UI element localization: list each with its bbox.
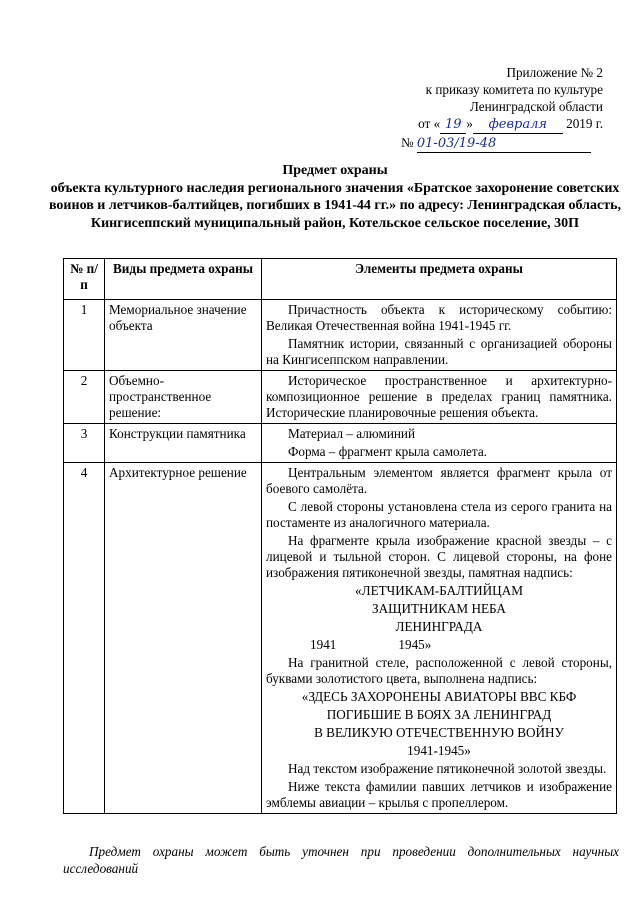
date-day-handwritten: 19 [440, 116, 466, 134]
row-type: Объемно-пространственное решение: [105, 371, 262, 424]
row-number: 2 [64, 371, 105, 424]
row-type: Архитектурное решение [105, 463, 262, 814]
element-paragraph: На фрагменте крыла изображение красной звезды – с лицевой и тыльной сторон. С лицевой стороны, на фоне изображения пятиконечной звезды, памятная надпись: [266, 533, 612, 580]
title-line-2: объекта культурного наследия регионального значения «Братское захоронение советских воинов и летчиков-балтийцев, погибших в 1941-44 гг.» по адресу: Ленинградская область, Кингисеппский муниципальный район, Котельское сельское поселение, 30П [48, 180, 622, 231]
row-elements [262, 463, 617, 814]
element-paragraph: На гранитной стеле, расположенной с левой стороны, буквами золотистого цвета, выполнена надпись: [266, 655, 612, 686]
document-title [40, 162, 630, 232]
element-paragraph: Материал – алюминий [288, 426, 416, 441]
inscription-line: ЛЕНИНГРАДА [395, 619, 483, 634]
row-number: 3 [64, 424, 105, 463]
inscription-line: «ЗДЕСЬ ЗАХОРОНЕНЫ АВИАТОРЫ ВВС КБФ [301, 689, 577, 704]
inscription-line: ПОГИБШИЕ В БОЯХ ЗА ЛЕНИНГРАД [326, 707, 552, 722]
element-paragraph: Форма – фрагмент крыла самолета. [288, 444, 487, 459]
element-paragraph: Ниже текста фамилии павших летчиков и изображение эмблемы авиации – крылья с пропеллером. [266, 779, 612, 810]
title-line-1: Предмет охраны [282, 163, 388, 178]
appendix-line-1: Приложение № 2 [506, 65, 603, 80]
col-header-elements: Элементы предмета охраны [262, 259, 617, 300]
row-elements [262, 300, 617, 371]
footnote: Предмет охраны может быть уточнен при проведении дополнительных научных исследований [63, 844, 619, 876]
element-paragraph: С левой стороны установлена стела из серого гранита на постаменте из аналогичного материала. [266, 499, 612, 530]
table-row [64, 463, 617, 814]
inscription-years: 1941 1945» [310, 637, 432, 652]
table-row [64, 371, 617, 424]
appendix-line-3: Ленинградской области [469, 99, 603, 114]
appendix-line-2: к приказу комитета по культуре [425, 82, 603, 97]
appendix-number: № 01-03/19-48 [343, 134, 603, 153]
element-paragraph: Над текстом изображение пятиконечной золотой звезды. [288, 761, 607, 776]
appendix-block [343, 64, 603, 153]
table-row [64, 424, 617, 463]
inscription-line: В ВЕЛИКУЮ ОТЕЧЕСТВЕННУЮ ВОЙНУ [314, 725, 564, 740]
row-number: 4 [64, 463, 105, 814]
element-paragraph: Причастность объекта к историческому событию: Великая Отечественная война 1941-1945 гг. [266, 302, 612, 333]
row-type: Мемориальное значение объекта [105, 300, 262, 371]
table-row [64, 300, 617, 371]
appendix-date: от « 19 » февраля 2019 г. [418, 116, 603, 132]
row-elements [262, 424, 617, 463]
element-paragraph: Историческое пространственное и архитектурно-композиционное решение в пределах границ памятника. Исторические планировочные решения объекта. [266, 373, 612, 420]
protection-table [63, 258, 617, 814]
inscription-line: 1941-1945» [407, 743, 471, 758]
col-header-types: Виды предмета охраны [105, 259, 262, 300]
date-month-handwritten: февраля [473, 116, 563, 134]
col-header-number: № п/п [64, 259, 105, 300]
element-paragraph: Памятник истории, связанный с организацией обороны на Кингисеппском направлении. [266, 336, 612, 367]
table-header-row [64, 259, 617, 300]
row-number: 1 [64, 300, 105, 371]
order-number-handwritten: 01-03/19-48 [417, 135, 591, 153]
inscription-line: «ЛЕТЧИКАМ-БАЛТИЙЦАМ [355, 583, 523, 598]
inscription-line: ЗАЩИТНИКАМ НЕБА [372, 601, 506, 616]
element-paragraph: Центральным элементом является фрагмент крыла от боевого самолёта. [266, 465, 612, 496]
row-elements [262, 371, 617, 424]
row-type: Конструкции памятника [105, 424, 262, 463]
